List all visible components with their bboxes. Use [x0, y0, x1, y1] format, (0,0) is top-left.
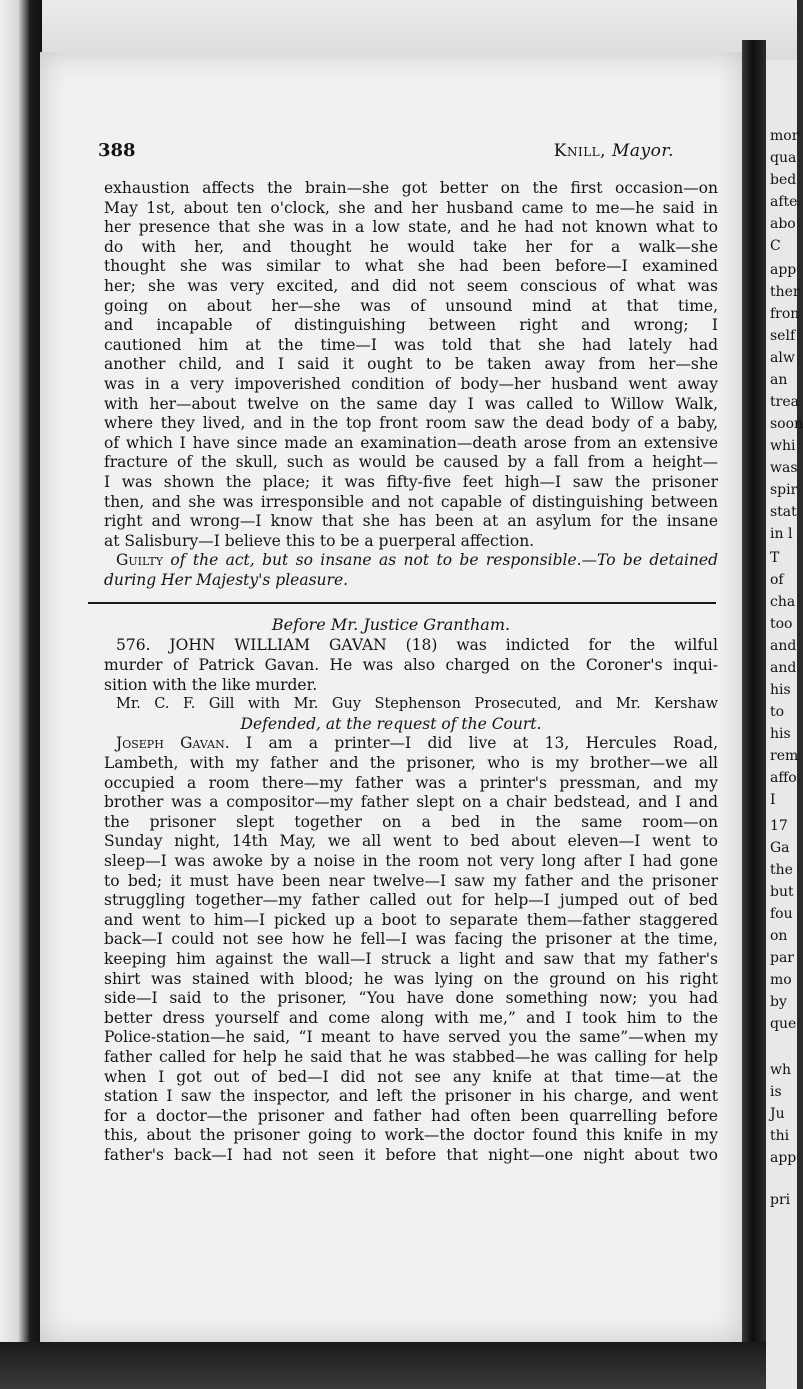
facing-page-fragment: cha — [770, 594, 796, 610]
text-line: at Salisbury—I believe this to be a puerperal affection. — [104, 531, 535, 550]
facing-page-fragment: que — [770, 1016, 797, 1032]
case2-testimony — [64, 754, 718, 1165]
facing-page-fragment: too — [770, 616, 793, 632]
text-line: thought she was similar to what she had been before—I examined — [104, 257, 718, 276]
text-line: then, and she was irresponsible and not capable of distinguishing between — [104, 492, 718, 511]
facing-page-fragment: trea — [770, 394, 799, 410]
facing-page-fragment: soon — [770, 416, 803, 432]
text-line: Sunday night, 14th May, we all went to bed about eleven—I went to — [104, 832, 718, 851]
facing-page-fragment: qua — [770, 150, 797, 166]
facing-page-fragment: and — [770, 660, 797, 676]
text-line: side—I said to the prisoner, “You have done something now; you had — [104, 989, 718, 1008]
facing-page-fragment: alw — [770, 350, 795, 366]
text-line: of which I have since made an examination—death arose from an extensive — [104, 433, 718, 452]
facing-page-fragment: on — [770, 928, 788, 944]
text-line: better dress yourself and come along with me,” and I took him to the — [104, 1008, 718, 1027]
facing-page-fragment: par — [770, 950, 795, 966]
facing-page-fragment: Ga — [770, 840, 790, 856]
facing-page-fragment: was — [770, 460, 798, 476]
text-line: back—I could not see how he fell—I was facing the prisoner at the time, — [104, 930, 718, 949]
facing-page-fragment: is — [770, 1084, 782, 1100]
facing-page-edge — [766, 60, 803, 1389]
verdict-line-2 — [64, 571, 718, 591]
text-line: exhaustion affects the brain—she got better on the first occasion—on — [104, 179, 718, 197]
facing-page-fragment: thi — [770, 1128, 790, 1144]
text-line: keeping him against the wall—I struck a light and saw that my father's — [104, 949, 718, 968]
facing-page-fragment: mor — [770, 128, 799, 144]
facing-page-fragment: I — [770, 792, 776, 808]
text-line: fracture of the skull, such as would be caused by a fall from a height— — [104, 453, 718, 472]
page-header — [64, 140, 718, 161]
verdict-label: Guilty — [116, 551, 164, 570]
section-divider — [88, 602, 716, 604]
counsel-line-2: Defended, at the request of the Court. — [240, 714, 542, 733]
facing-page-fragment: pri — [770, 1192, 791, 1208]
facing-page-fragment: self — [770, 328, 796, 344]
facing-page-fragment: ther — [770, 284, 800, 300]
facing-page-fragment: his — [770, 726, 791, 742]
page-number: 388 — [98, 140, 136, 161]
text-line: another child, and I said it ought to be taken away from her—she — [104, 355, 718, 374]
judge-heading: Before Mr. Justice Grantham. — [271, 615, 511, 635]
facing-page-fragment: by — [770, 994, 787, 1010]
text-line: her presence that she was in a low state, and he had not known what to — [104, 218, 718, 237]
text-line: shirt was stained with blood; he was lying on the ground on his right — [104, 969, 718, 988]
facing-page-fragment: Ju — [770, 1106, 785, 1122]
text-line: this, about the prisoner going to work—the doctor found this knife in my — [104, 1126, 718, 1145]
facing-page-fragment: spir — [770, 482, 798, 498]
text-line: where they lived, and in the top front room saw the dead body of a baby, — [104, 414, 718, 433]
facing-page-fragment: the — [770, 862, 793, 878]
verdict-text-1: of the act, but so insane as not to be responsible.—To be detained — [170, 551, 718, 570]
book-spine-left — [0, 0, 42, 1389]
book-gutter — [742, 40, 766, 1389]
page-content — [64, 140, 718, 1166]
scan-top-margin — [0, 0, 797, 60]
text-line: when I got out of bed—I did not see any knife at that time—at the — [104, 1067, 718, 1086]
facing-page-fragment: affo — [770, 770, 797, 786]
text-line: Police-station—he said, “I meant to have served you the same”—when my — [104, 1028, 718, 1047]
text-line: murder of Patrick Gavan. He was also charged on the Coroner's inqui- — [104, 656, 718, 675]
witness-first-line — [64, 734, 718, 754]
text-line: father's back—I had not seen it before that night—one night about two — [104, 1145, 718, 1164]
facing-page-fragment: and — [770, 638, 797, 654]
text-line: her; she was very excited, and did not seem conscious of what was — [104, 276, 718, 295]
text-line: sition with the like murder. — [104, 675, 318, 694]
facing-page-fragment: fou — [770, 906, 793, 922]
text-line: cautioned him at the time—I was told that she had lately had — [104, 335, 718, 354]
text-line: was in a very impoverished condition of body—her husband went away — [104, 374, 718, 393]
text-line: sleep—I was awoke by a noise in the room not very long after I had gone — [104, 852, 718, 870]
text-line: I was shown the place; it was fifty-five feet high—I saw the prisoner — [104, 472, 718, 491]
facing-page-fragment: whi — [770, 438, 796, 454]
running-head-title: Mayor. — [611, 141, 674, 161]
facing-page-fragment: T — [770, 550, 780, 566]
facing-page-fragment: abo — [770, 216, 796, 232]
facing-page-fragment: app — [770, 1150, 797, 1166]
facing-page-fragment: app — [770, 262, 797, 278]
facing-page-fragment: rem — [770, 748, 799, 764]
text-line: going on about her—she was of unsound mind at that time, — [104, 296, 718, 315]
text-line: May 1st, about ten o'clock, she and her husband came to me—he said in — [104, 198, 718, 217]
text-line: 576. JOHN WILLIAM GAVAN (18) was indicted for the wilful — [116, 636, 718, 655]
text-line: brother was a compositor—my father slept on a chair bedstead, and I and — [104, 793, 718, 812]
facing-page-fragment: wh — [770, 1062, 791, 1078]
facing-page-fragment: 17 — [770, 818, 788, 834]
running-head-name: Knill, — [553, 141, 607, 161]
facing-page-fragment: in l — [770, 526, 793, 542]
text-line: to bed; it must have been near twelve—I saw my father and the prisoner — [104, 871, 718, 890]
scan-bottom-edge — [0, 1342, 766, 1389]
facing-page-fragment: fron — [770, 306, 800, 322]
case1-testimony — [64, 179, 718, 551]
text-line: and went to him—I picked up a boot to separate them—father staggered — [104, 910, 718, 929]
indictment — [64, 636, 718, 695]
facing-page-fragment: bed — [770, 172, 797, 188]
facing-page-fragment: afte — [770, 194, 798, 210]
counsel-line-1: Mr. C. F. Gill with Mr. Guy Stephenson Prosecuted, and Mr. Kershaw — [116, 696, 718, 713]
verdict-text-2: during Her Majesty's pleasure. — [104, 570, 349, 589]
facing-page-fragment: his — [770, 682, 791, 698]
text-line: struggling together—my father called out for help—I jumped out of bed — [104, 891, 718, 910]
text-line: Lambeth, with my father and the prisoner, who is my brother—we all — [104, 754, 718, 773]
text-line: father called for help he said that he was stabbed—he was calling for help — [104, 1047, 718, 1066]
facing-page-fragment: mo — [770, 972, 792, 988]
witness-name: Joseph Gavan. — [116, 734, 230, 753]
text-line: station I saw the inspector, and left the prisoner in his charge, and went — [104, 1087, 718, 1106]
text-line: for a doctor—the prisoner and father had often been quarrelling before — [104, 1106, 718, 1125]
text-line: right and wrong—I know that she has been at an asylum for the insane — [104, 512, 718, 531]
text-line: with her—about twelve on the same day I was called to Willow Walk, — [104, 394, 718, 413]
text-line: the prisoner slept together on a bed in the same room—on — [104, 812, 718, 831]
facing-page-fragment: an — [770, 372, 788, 388]
facing-page-fragment: of — [770, 572, 784, 588]
facing-page-fragment: to — [770, 704, 785, 720]
text-line: occupied a room there—my father was a printer's pressman, and my — [104, 773, 718, 792]
facing-page-fragment: but — [770, 884, 794, 900]
text-line: and incapable of distinguishing between right and wrong; I — [104, 316, 718, 335]
text-line: do with her, and thought he would take her for a walk—she — [104, 237, 718, 256]
facing-page-fragment: C — [770, 238, 781, 254]
facing-page-fragment: stat — [770, 504, 797, 520]
witness-first-text: I am a printer—I did live at 13, Hercules Road, — [246, 734, 718, 753]
verdict-line-1 — [64, 551, 718, 571]
running-head — [554, 141, 718, 161]
